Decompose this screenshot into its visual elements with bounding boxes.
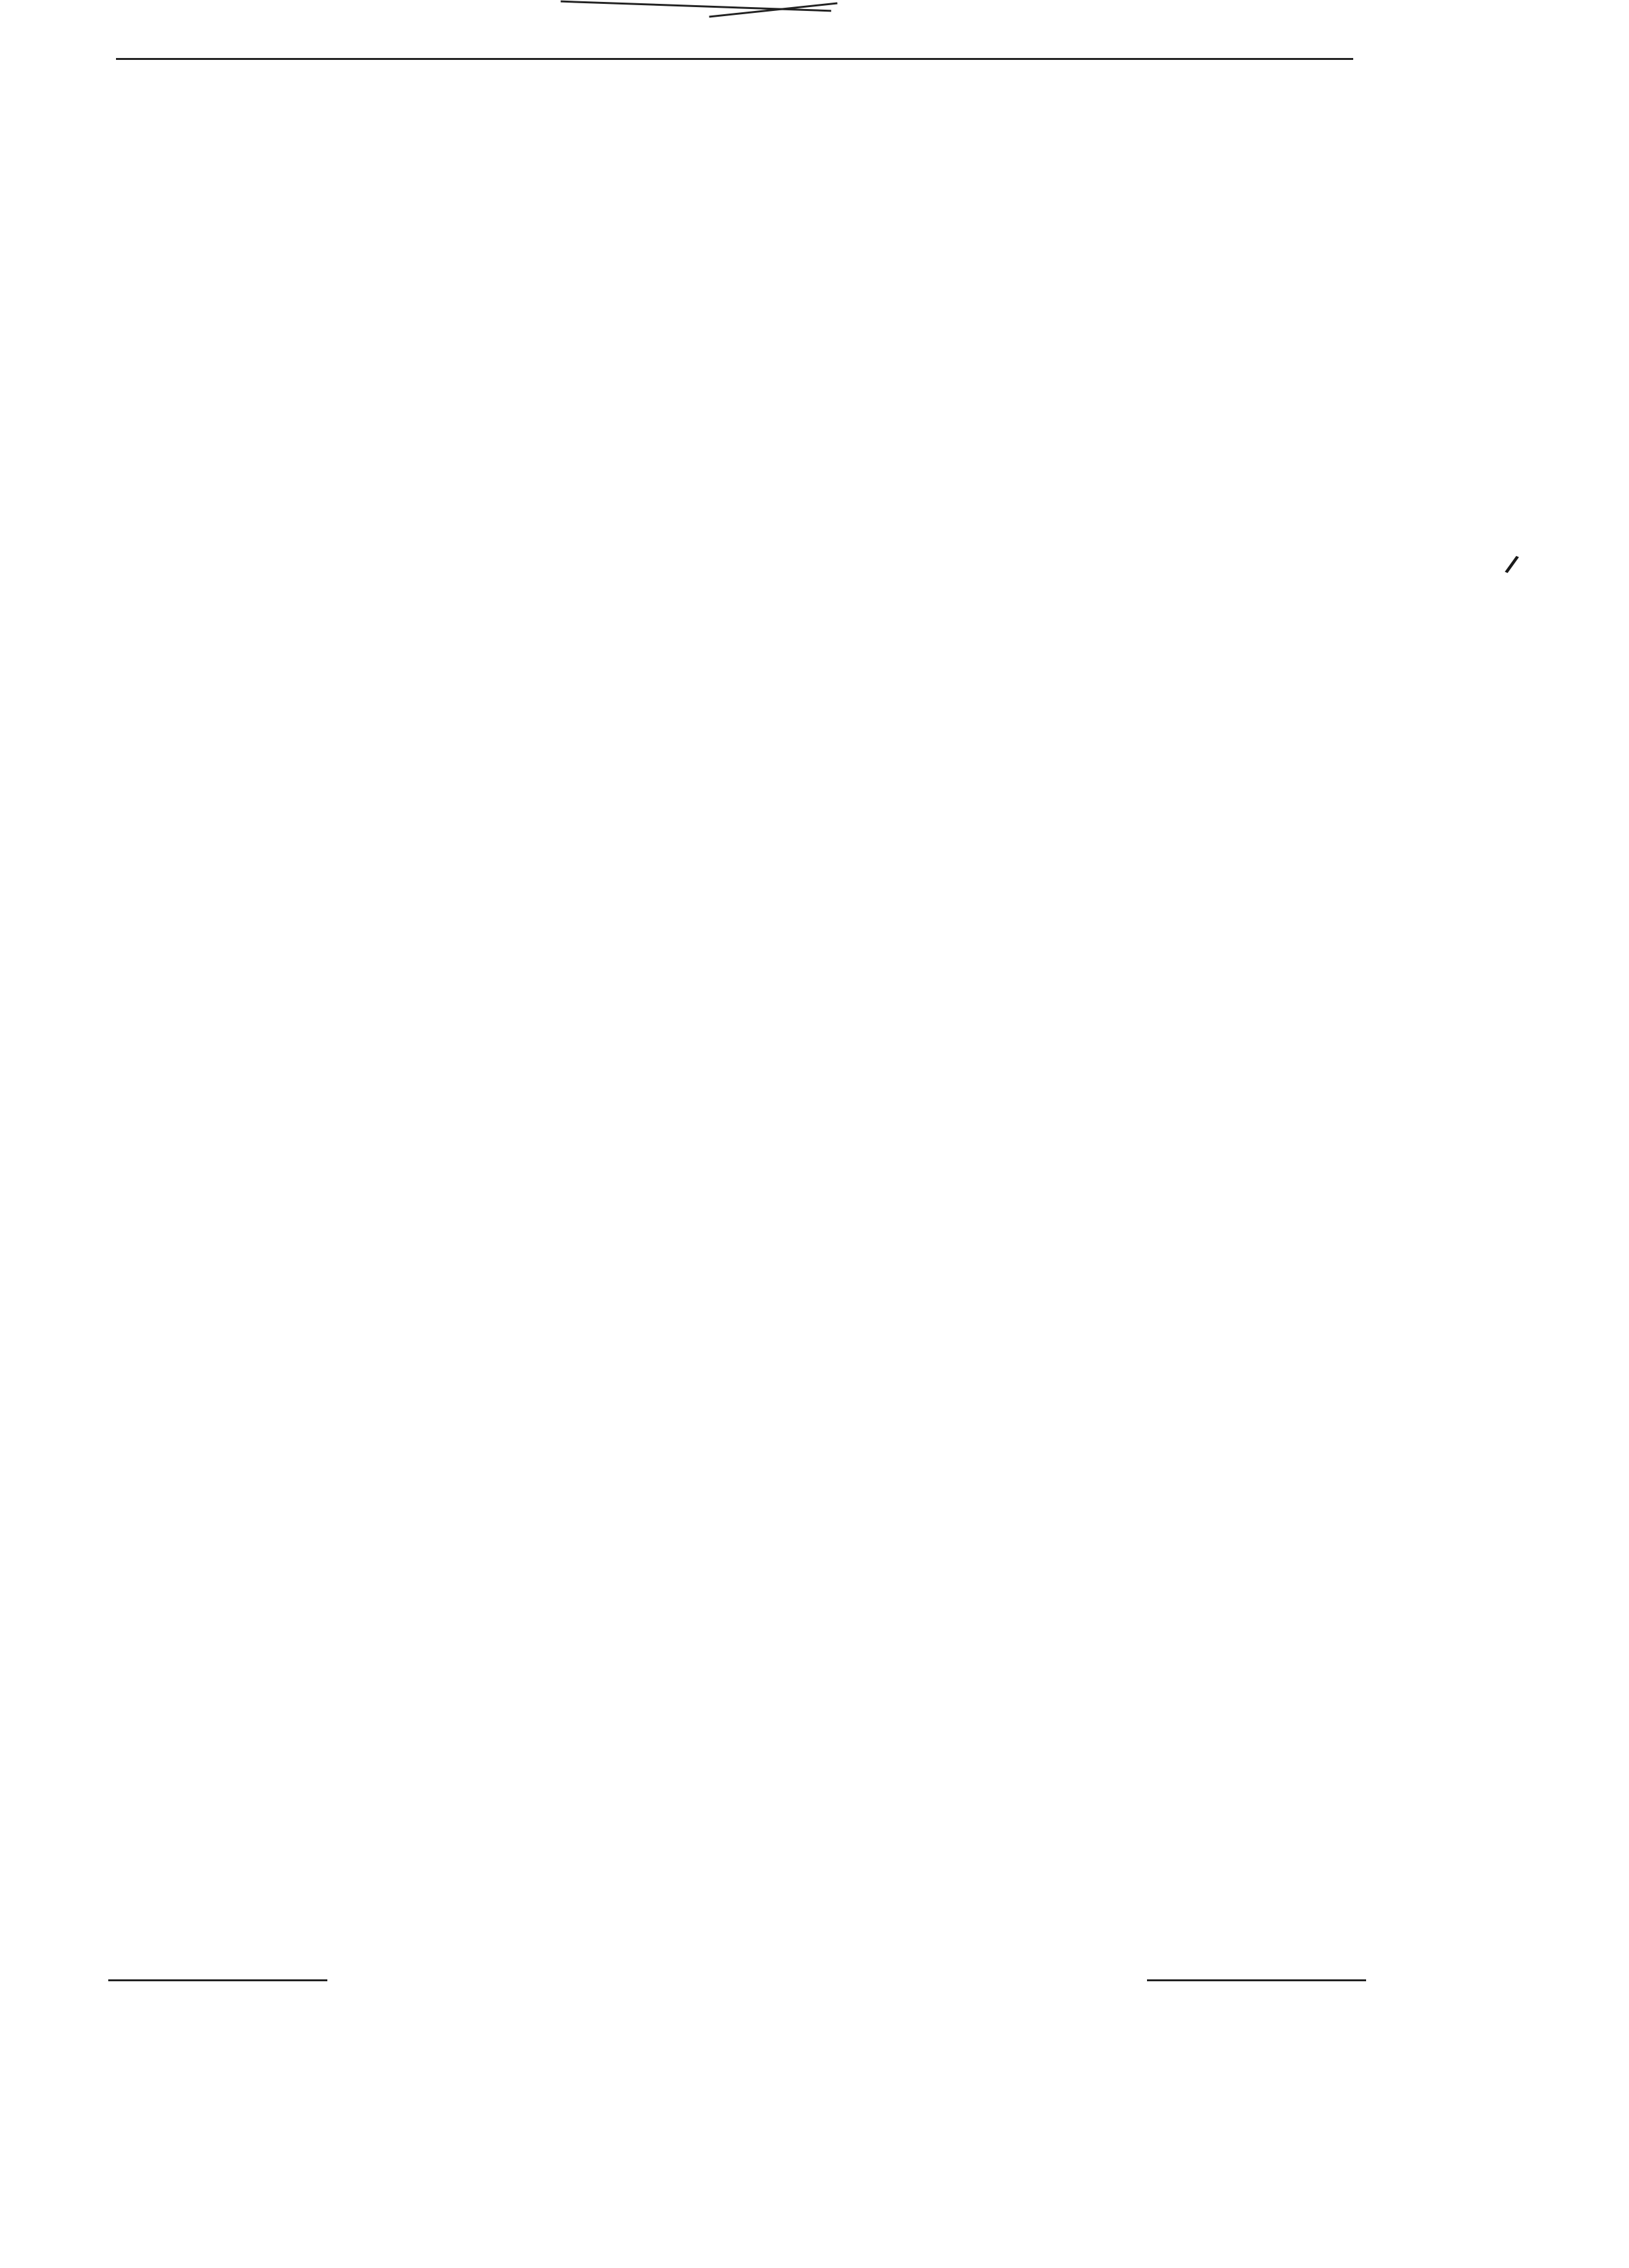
top-swoosh-rule <box>561 1 831 12</box>
pen-tick-mark: / <box>1502 550 1521 580</box>
section-0293-heading <box>201 499 304 528</box>
top-rule <box>116 58 1353 60</box>
section-0296-heading <box>188 1775 288 1803</box>
footer-rule-right <box>1147 1979 1366 1981</box>
footer-rule-left <box>108 1979 327 1981</box>
